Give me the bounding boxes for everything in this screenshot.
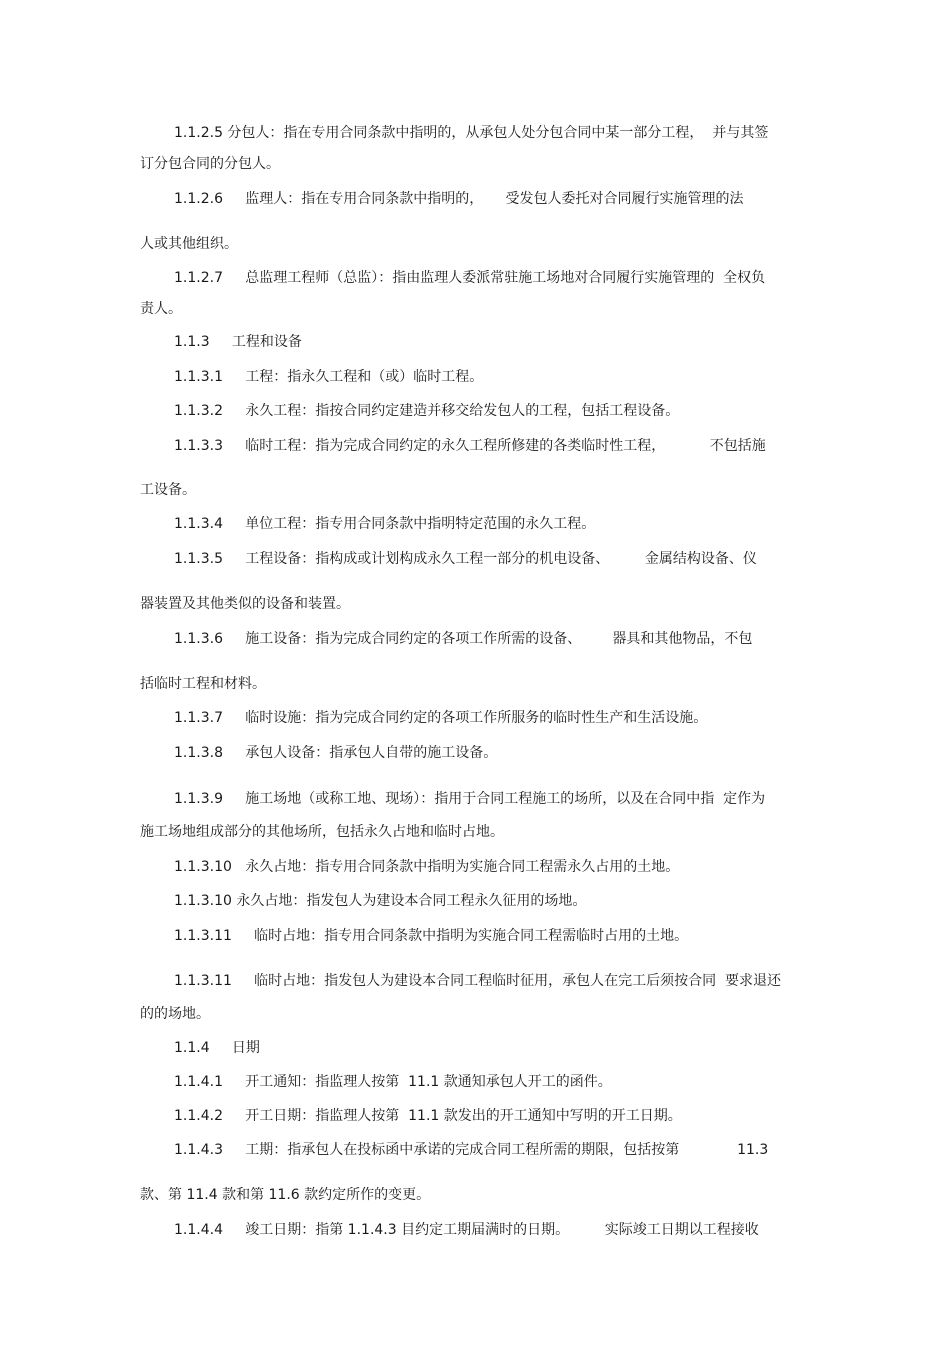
text-line: 1.1.4.1 开工通知：指监理人按第 11.1 款通知承包人开工的函件。	[174, 1074, 612, 1090]
text-line: 1.1.3.7 临时设施：指为完成合同约定的各项工作所服务的临时性生产和生活设施。	[174, 710, 708, 726]
text-line: 1.1.3.11 临时占地：指专用合同条款中指明为实施合同工程需临时占用的土地。	[174, 928, 689, 944]
text-line: 工设备。	[140, 482, 196, 498]
text-line: 1.1.2.6 监理人：指在专用合同条款中指明的， 受发包人委托对合同履行实施管理的法	[174, 191, 744, 207]
text-line: 1.1.3.2 永久工程：指按合同约定建造并移交给发包人的工程，包括工程设备。	[174, 403, 680, 419]
section-heading: 1.1.4 日期	[174, 1040, 260, 1056]
text-line: 1.1.3.6 施工设备：指为完成合同约定的各项工作所需的设备、 器具和其他物品，不包	[174, 631, 753, 647]
text-line: 1.1.3.10 永久占地：指发包人为建设本合同工程永久征用的场地。	[174, 893, 587, 909]
text-line: 订分包合同的分包人。	[140, 156, 280, 172]
text-line: 1.1.4.2 开工日期：指监理人按第 11.1 款发出的开工通知中写明的开工日期。	[174, 1108, 682, 1124]
text-line: 1.1.3.3 临时工程：指为完成合同约定的永久工程所修建的各类临时性工程， 不包括施	[174, 438, 766, 454]
text-line: 1.1.3.11 临时占地：指发包人为建设本合同工程临时征用，承包人在完工后须按合同 要求退还	[174, 973, 782, 989]
text-line: 1.1.2.5 分包人：指在专用合同条款中指明的，从承包人处分包合同中某一部分工程， 并与其签	[174, 125, 769, 141]
text-line: 1.1.3.9 施工场地（或称工地、现场）：指用于合同工程施工的场所，以及在合同中指 定作为	[174, 791, 766, 807]
text-line: 1.1.3.10 永久占地：指专用合同条款中指明为实施合同工程需永久占用的土地。	[174, 859, 680, 875]
text-line: 责人。	[140, 301, 182, 317]
text-line: 1.1.2.7 总监理工程师（总监）：指由监理人委派常驻施工场地对合同履行实施管理的 全权负	[174, 270, 766, 286]
text-line: 1.1.3.8 承包人设备：指承包人自带的施工设备。	[174, 745, 498, 761]
text-line: 1.1.3.5 工程设备：指构成或计划构成永久工程一部分的机电设备、 金属结构设备、仪	[174, 551, 757, 567]
text-line: 1.1.3.1 工程：指永久工程和（或）临时工程。	[174, 369, 484, 385]
text-line: 器装置及其他类似的设备和装置。	[140, 596, 350, 612]
text-line: 施工场地组成部分的其他场所，包括永久占地和临时占地。	[140, 824, 504, 840]
text-line: 1.1.4.4 竣工日期：指第 1.1.4.3 目约定工期届满时的日期。 实际竣工日期以工程接收	[174, 1222, 759, 1238]
section-heading: 1.1.3 工程和设备	[174, 334, 302, 350]
text-line: 1.1.4.3 工期：指承包人在投标函中承诺的完成合同工程所需的期限，包括按第 11.3	[174, 1142, 769, 1158]
text-line: 款、第 11.4 款和第 11.6 款约定所作的变更。	[140, 1187, 431, 1203]
text-line: 人或其他组织。	[140, 236, 238, 252]
text-line: 括临时工程和材料。	[140, 676, 266, 692]
text-line: 1.1.3.4 单位工程：指专用合同条款中指明特定范围的永久工程。	[174, 516, 596, 532]
text-line: 的的场地。	[140, 1006, 210, 1022]
